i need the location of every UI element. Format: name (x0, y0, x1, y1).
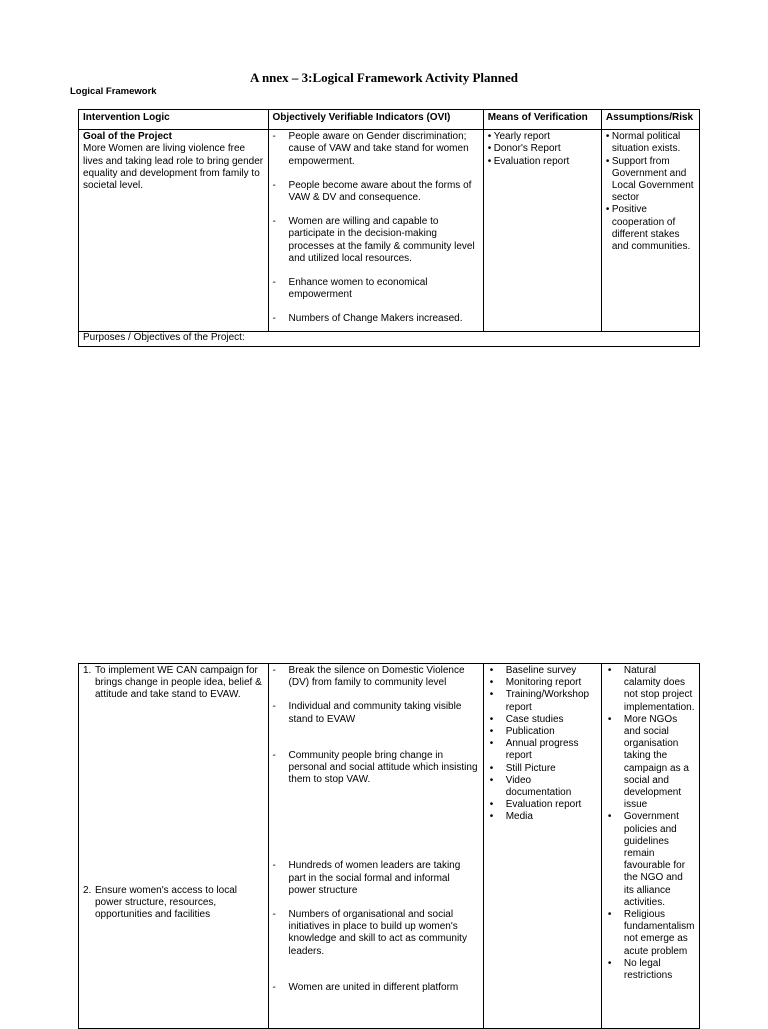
logical-framework-table-objectives (78, 663, 700, 1029)
indicator-item: - Community people bring change in personal and social attitude which insisting them to stop VAW. (273, 750, 479, 787)
objective-item (83, 885, 264, 922)
objective-text: Ensure women's access to local power structure, resources, opportunities and facilities (95, 885, 237, 921)
means-item: • Publication (488, 726, 597, 738)
document-title: A nnex – 3:Logical Framework Activity Planned (250, 70, 518, 85)
means-item: • Monitoring report (488, 677, 597, 689)
indicator-item: - People aware on Gender discrimination; cause of VAW and take stand for women empowerment. (273, 131, 479, 168)
goal-cell (79, 130, 269, 331)
purposes-row (79, 331, 700, 346)
objective-indicators-cell (268, 664, 483, 1029)
assumption-item: • No legal restrictions (606, 958, 695, 982)
means-item: • Baseline survey (488, 665, 597, 677)
goal-heading: Goal of the Project (83, 131, 172, 143)
indicator-item: - Women are willing and capable to participate in the decision-making processes at the family & community level and utilized local resources. (273, 216, 479, 265)
objective-number: 1. (83, 665, 92, 676)
table-header-row (79, 110, 700, 130)
document-subtitle: Logical Framework (70, 86, 157, 97)
indicator-item: - Hundreds of women leaders are taking part in the social formal and informal power structure (273, 860, 479, 897)
means-item: • Still Picture (488, 763, 597, 775)
objectives-cell (79, 664, 269, 1029)
means-item: • Case studies (488, 714, 597, 726)
goal-means-cell (483, 130, 601, 331)
objective-item (83, 665, 264, 885)
header-assumptions-risk: Assumptions/Risk (601, 110, 699, 130)
purposes-label: Purposes / Objectives of the Project: (79, 331, 700, 346)
indicator-item: - Women are united in different platform (273, 982, 479, 994)
means-item: • Video documentation (488, 775, 597, 799)
goal-indicators-cell (268, 130, 483, 331)
goal-row (79, 130, 700, 331)
assumption-item: • Normal political situation exists. (606, 131, 695, 155)
goal-text: More Women are living violence free lives and taking lead role to bring gender equality and development from family to societal level. (83, 143, 264, 192)
objective-assumptions-cell (601, 664, 699, 1029)
means-item: • Media (488, 811, 597, 823)
logical-framework-table-goal (78, 109, 700, 347)
assumption-item: • Support from Government and Local Government sector (606, 156, 695, 205)
assumption-item: • Religious fundamentalism not emerge as acute problem (606, 909, 695, 958)
objectives-row (79, 664, 700, 1029)
assumption-item: • Positive cooperation of different stakes and communities. (606, 204, 695, 253)
goal-assumptions-cell (601, 130, 699, 331)
means-item: • Annual progress report (488, 738, 597, 762)
header-ovi: Objectively Verifiable Indicators (OVI) (268, 110, 483, 130)
indicator-item: - Individual and community taking visible stand to EVAW (273, 701, 479, 725)
objective-text: To implement WE CAN campaign for brings change in people idea, belief & attitude and take stand to EVAW. (95, 665, 262, 701)
means-item: • Evaluation report (488, 799, 597, 811)
indicator-item: - Numbers of organisational and social initiatives in place to build up women's knowledge and skill to act as community leaders. (273, 909, 479, 958)
objective-number: 2. (83, 885, 92, 896)
indicator-item: - Enhance women to economical empowerment (273, 277, 479, 301)
means-item: • Donor's Report (488, 143, 597, 155)
assumption-item: • Natural calamity does not stop project implementation. (606, 665, 695, 714)
objective-means-cell (483, 664, 601, 1029)
means-item: • Yearly report (488, 131, 597, 143)
assumption-item: • Government policies and guidelines remain favourable for the NGO and its alliance activities. (606, 811, 695, 909)
indicator-item: - Numbers of Change Makers increased. (273, 313, 479, 325)
indicator-item: - People become aware about the forms of VAW & DV and consequence. (273, 180, 479, 204)
header-intervention-logic: Intervention Logic (79, 110, 269, 130)
means-item: • Training/Workshop report (488, 689, 597, 713)
indicator-item: - Break the silence on Domestic Violence (DV) from family to community level (273, 665, 479, 689)
means-item: • Evaluation report (488, 156, 597, 168)
assumption-item: • More NGOs and social organisation taking the campaign as a social and development issue (606, 714, 695, 812)
header-means-of-verification: Means of Verification (483, 110, 601, 130)
